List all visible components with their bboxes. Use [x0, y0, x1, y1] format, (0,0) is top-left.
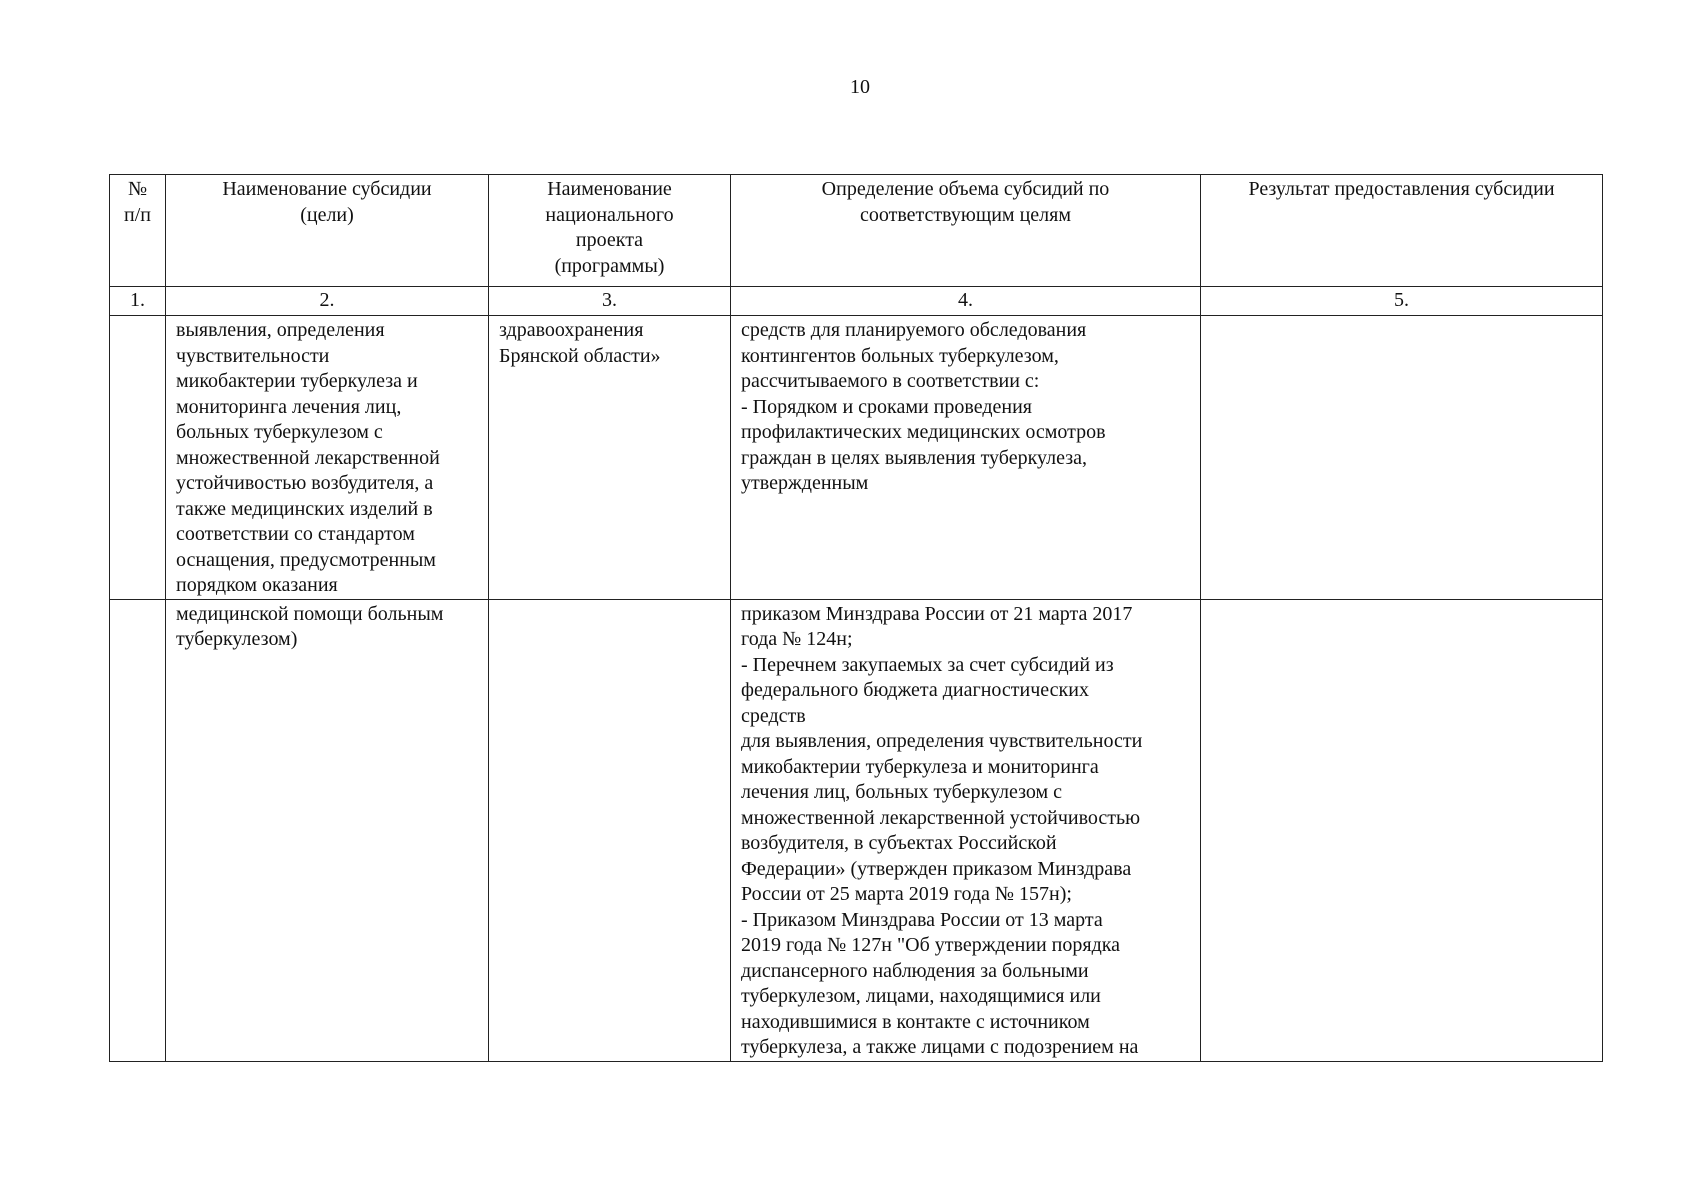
- national-project-cell: [489, 599, 731, 1061]
- header-national-project: Наименование национального проекта (программы): [489, 175, 731, 287]
- subsidy-name-text: выявления, определения чувствительности микобактерии туберкулеза и мониторинга лечения лиц, больных туберкулезом с множественной лекарственной устойчивостью возбудителя, а также медицинских изделий в соответствии со стандартом оснащения, предусмотренным порядком оказания: [176, 319, 440, 596]
- column-number-row: [110, 287, 1603, 316]
- subsidy-name-cell: [166, 599, 489, 1061]
- result-cell: [1201, 599, 1603, 1061]
- row-number-cell: [110, 316, 166, 600]
- header-subsidy-name: Наименование субсидии (цели): [166, 175, 489, 287]
- header-result: Результат предоставления субсидии: [1201, 175, 1603, 287]
- column-number: 4.: [731, 287, 1201, 316]
- national-project-text: [489, 600, 730, 602]
- header-number: № п/п: [110, 175, 166, 287]
- volume-determination-cell: [731, 599, 1201, 1061]
- page-number: 10: [850, 76, 870, 98]
- result-cell: [1201, 316, 1603, 600]
- column-number: 1.: [110, 287, 166, 316]
- column-number: 2.: [166, 287, 489, 316]
- volume-determination-cell: [731, 316, 1201, 600]
- table-row: [110, 599, 1603, 1061]
- table-header-row: [110, 175, 1603, 287]
- national-project-text: здравоохранения Брянской области»: [499, 319, 661, 367]
- national-project-cell: [489, 316, 731, 600]
- subsidy-name-text: медицинской помощи больным туберкулезом): [176, 602, 444, 650]
- table-row: [110, 316, 1603, 600]
- volume-determination-text: приказом Минздрава России от 21 марта 2017 года № 124н; - Перечнем закупаемых за счет субсидий из федерального бюджета диагностических средств для выявления, определения чувствительности микобактерии туберкулеза и мониторинга лечения лиц, больных туберкулезом с множественной лекарственной устойчивостью возбудителя, в субъектах Российской Федерации» (утвержден приказом Минздрава России от 25 марта 2019 года № 157н); - Приказом Минздрава России от 13 марта 2019 года № 127н "Об утверждении порядка диспансерного наблюдения за больными туберкулезом, лицами, находящимися или находившимися в контакте с источником туберкулеза, а также лицами с подозрением на: [741, 602, 1143, 1058]
- column-number: 5.: [1201, 287, 1603, 316]
- volume-determination-text: средств для планируемого обследования контингентов больных туберкулезом, рассчитываемого в соответствии с: - Порядком и сроками проведения профилактических медицинских осмотров граждан в целях выявления туберкулеза, утвержденным: [741, 319, 1106, 494]
- subsidy-table: [109, 174, 1603, 1062]
- row-number-cell: [110, 599, 166, 1061]
- column-number: 3.: [489, 287, 731, 316]
- subsidy-name-cell: [166, 316, 489, 600]
- header-volume-determination: Определение объема субсидий по соответствующим целям: [731, 175, 1201, 287]
